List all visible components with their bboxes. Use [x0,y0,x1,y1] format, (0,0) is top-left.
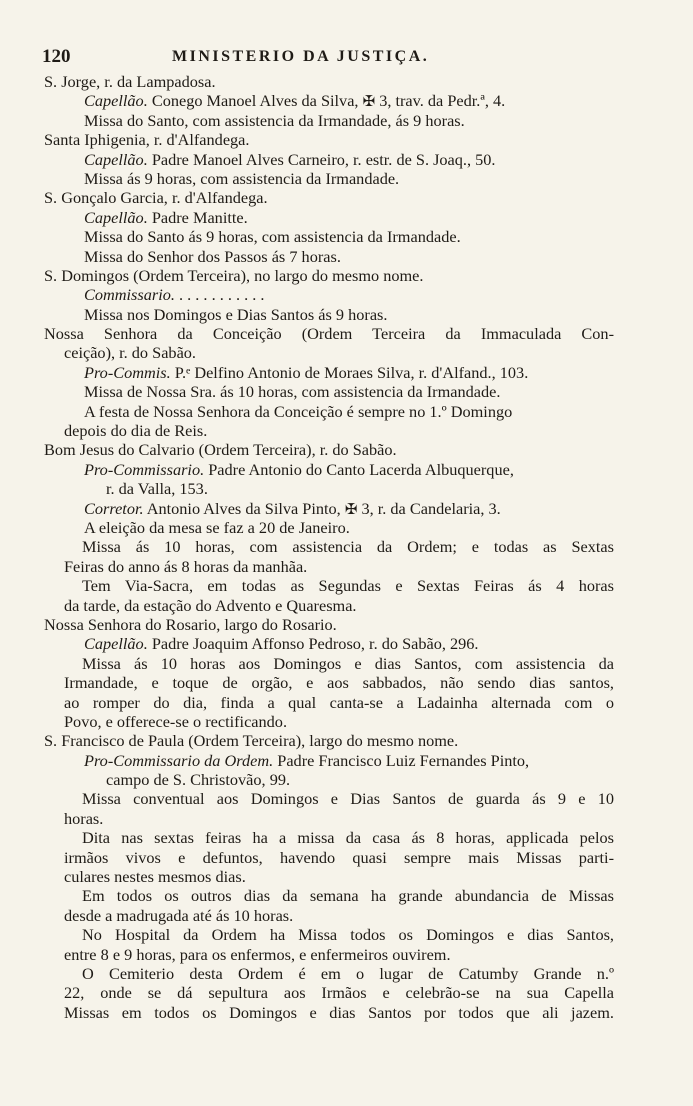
text-line [44,188,614,207]
entry-role: Pro-Commissario da Ordem. [84,750,274,770]
line-text: ª, 4. [480,91,506,111]
text-line [44,537,614,556]
text-line [44,91,614,110]
text-line [44,1003,614,1022]
line-text: Tem Via-Sacra, em todas as Segundas e Sextas Feiras ás 4 horas [82,576,614,596]
text-line [44,363,614,382]
line-text: Bom Jesus do Calvario (Ordem Terceira), r. do Sabão. [44,440,397,460]
entry-role: Commissario. [84,285,175,305]
page-number: 120 [42,46,71,67]
line-text: Padre Manitte. [147,207,248,227]
line-text: irmãos vivos e defuntos, havendo quasi sempre mais Missas parti- [64,847,614,867]
line-text: Missa ás 10 horas aos Domingos e dias Santos, com assistencia da [82,653,614,673]
line-text: r. da Valla, 153. [106,479,208,499]
text-line [44,983,614,1002]
text-line [44,673,614,692]
entry-role: Capellão. [84,634,148,654]
line-text: Missa de Nossa Sra. ás 10 horas, com assistencia da Irmandade. [84,382,501,402]
text-line [44,770,614,789]
text-line [44,460,614,479]
line-text: ao romper do dia, finda a qual canta-se a Ladainha alternada com o [64,692,614,712]
text-line [44,945,614,964]
line-text: Missa ás 9 horas, com assistencia da Irmandade. [84,168,400,188]
entry-role: Pro-Commis. [84,362,171,382]
text-line [44,789,614,808]
text-line [44,111,614,130]
line-text: Padre Francisco Luiz Fernandes Pinto, [273,750,530,770]
line-text: Missas em todos os Domingos e dias Santos por todos que ali jazem. [64,1002,614,1022]
line-text: Irmandade, e toque de orgão, e aos sabbados, não sendo dias santos, [64,673,614,693]
line-text: Padre Manoel Alves Carneiro, r. estr. de S. Joaq., 50. [147,149,496,169]
page-body [44,72,614,1022]
entry-role: Capellão. [84,149,148,169]
text-line [44,596,614,615]
text-line [44,499,614,518]
text-line [44,576,614,595]
running-title: MINISTERIO DA JUSTIÇA. [172,48,430,65]
text-line [44,557,614,576]
line-text: P.ᵉ Delfino Antonio de Moraes Silva, r. d'Alfand., 103. [170,362,529,382]
text-line [44,615,614,634]
text-line [44,518,614,537]
text-line [44,886,614,905]
line-text: Padre Joaquim Affonso Pedroso, r. do Sabão, 296. [147,634,479,654]
line-text: S. Jorge, r. da Lampadosa. [44,72,216,91]
line-text: culares nestes mesmos dias. [64,867,246,887]
cross-icon: ✠ [344,501,358,518]
line-text: . . . . . . . . . . . [174,285,265,305]
text-line [44,402,614,421]
line-text: horas. [64,808,104,828]
line-text: Missa do Senhor dos Passos ás 7 horas. [84,246,341,266]
line-text: A festa de Nossa Senhora da Conceição é sempre no 1.º Domingo [84,401,513,421]
text-line [44,247,614,266]
text-line [44,809,614,828]
line-text: Missa do Santo, com assistencia da Irmandade, ás 9 horas. [84,110,465,130]
line-text: Conego Manoel Alves da Silva, [147,91,363,111]
text-line [44,266,614,285]
text-line [44,964,614,983]
text-line [44,654,614,673]
text-line [44,72,614,91]
text-line [44,382,614,401]
line-text: 3, trav. da Pedr. [375,91,481,111]
line-text: Missa do Santo ás 9 horas, com assistencia da Irmandade. [84,227,461,247]
line-text: O Cemiterio desta Ordem é em o lugar de Catumby Grande n.º [82,963,614,983]
text-line [44,305,614,324]
text-line [44,343,614,362]
line-text: entre 8 e 9 horas, para os enfermos, e enfermeiros ouvirem. [64,944,451,964]
text-line [44,324,614,343]
text-line [44,712,614,731]
text-line [44,828,614,847]
text-line [44,227,614,246]
line-text: Povo, e offerece-se o rectificando. [64,711,288,731]
line-text: Dita nas sextas feiras ha a missa da casa ás 8 horas, applicada pelos [82,828,614,848]
line-text: desde a madrugada até ás 10 horas. [64,905,294,925]
line-text: Em todos os outros dias da semana ha grande abundancia de Missas [82,886,614,906]
line-text: Antonio Alves da Silva Pinto, [143,498,345,518]
line-text: S. Domingos (Ordem Terceira), no largo do mesmo nome. [44,265,424,285]
text-line [44,751,614,770]
line-text: Missa nos Domingos e Dias Santos ás 9 horas. [84,304,388,324]
text-line [44,150,614,169]
text-line [44,208,614,227]
entry-role: Corretor. [84,498,144,518]
text-line [44,731,614,750]
line-text: campo de S. Christovão, 99. [106,770,291,790]
text-line [44,848,614,867]
entry-role: Pro-Commissario. [84,459,205,479]
entry-role: Capellão. [84,91,148,111]
entry-role: Capellão. [84,207,148,227]
page-header [42,46,644,70]
line-text: Nossa Senhora do Rosario, largo do Rosario. [44,614,337,634]
text-line [44,130,614,149]
line-text: da tarde, da estação do Advento e Quaresma. [64,595,357,615]
text-line [44,169,614,188]
text-line [44,285,614,304]
line-text: Missa ás 10 horas, com assistencia da Ordem; e todas as Sextas [82,537,614,557]
line-text: 3, r. da Candelaria, 3. [357,498,501,518]
text-line [44,440,614,459]
text-line [44,421,614,440]
line-text: Missa conventual aos Domingos e Dias Santos de guarda ás 9 e 10 [82,789,614,809]
cross-icon: ✠ [362,94,376,111]
line-text: 22, onde se dá sepultura aos Irmãos e celebrão-se na sua Capella [64,983,614,1003]
line-text: Santa Iphigenia, r. d'Alfandega. [44,130,250,150]
line-text: Feiras do anno ás 8 horas da manhãa. [64,556,308,576]
line-text: S. Gonçalo Garcia, r. d'Alfandega. [44,188,268,208]
line-text: ceição), r. do Sabão. [64,343,197,363]
line-text: No Hospital da Ordem ha Missa todos os Domingos e dias Santos, [82,925,614,945]
text-line [44,906,614,925]
line-text: Nossa Senhora da Conceição (Ordem Terceira da Immaculada Con- [44,324,614,344]
text-line [44,479,614,498]
text-line [44,634,614,653]
text-line [44,925,614,944]
text-line [44,867,614,886]
line-text: Padre Antonio do Canto Lacerda Albuquerque, [204,459,514,479]
line-text: depois do dia de Reis. [64,421,208,441]
line-text: S. Francisco de Paula (Ordem Terceira), largo do mesmo nome. [44,731,459,751]
text-line [44,693,614,712]
line-text: A eleição da mesa se faz a 20 de Janeiro. [84,517,350,537]
